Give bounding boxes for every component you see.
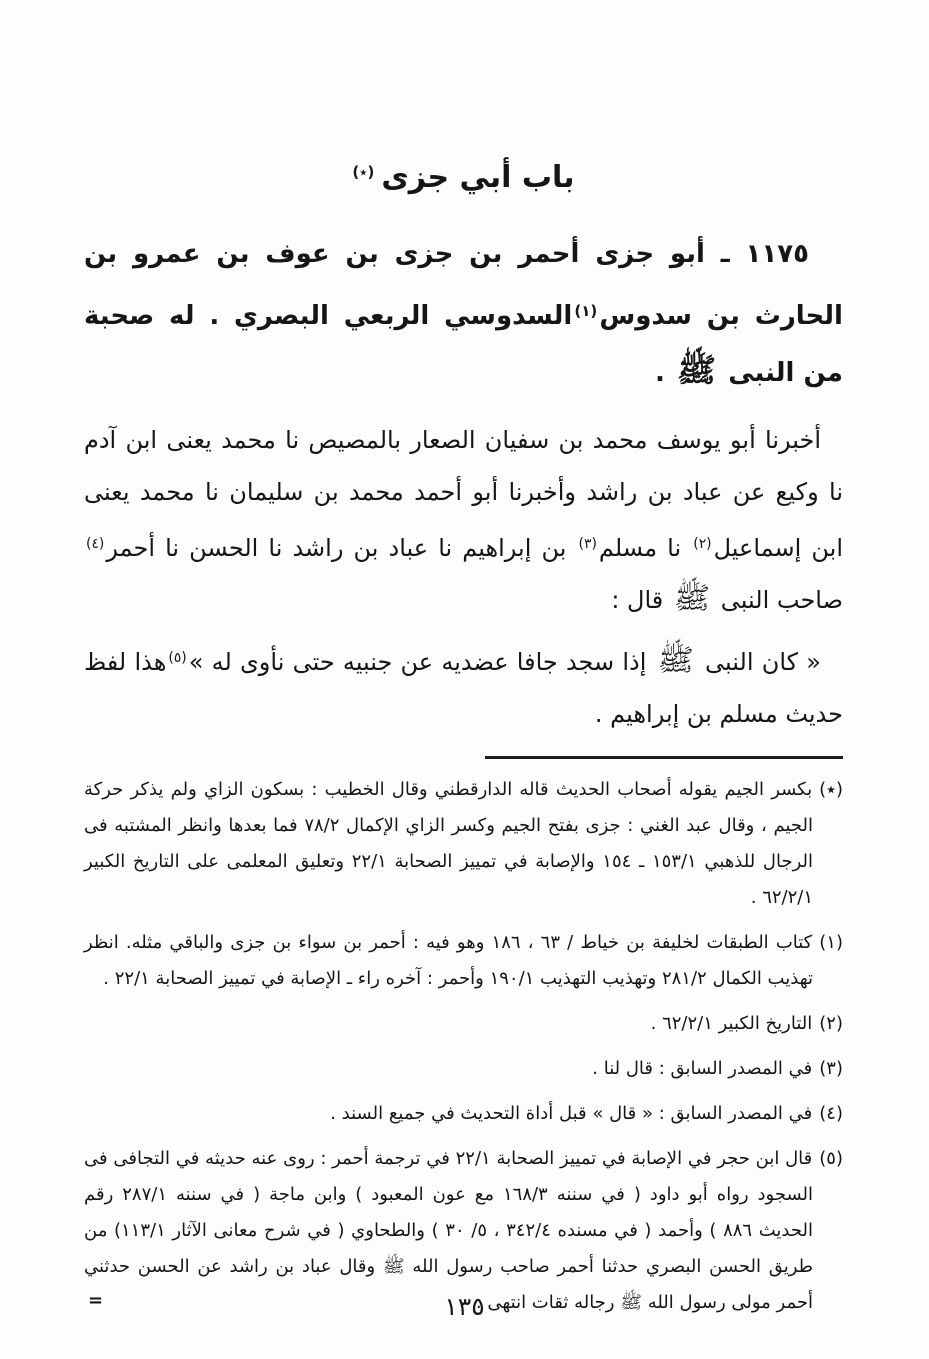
prophet-honorific: ﷺ (657, 643, 694, 678)
footnote-item-4 (84, 1096, 843, 1132)
prophet-honorific: ﷺ (676, 351, 717, 389)
hadith-closing: هذا لفظ حديث مسلم بن إبراهيم . (84, 648, 843, 728)
prophet-honorific: ﷺ (673, 581, 711, 616)
footnote-marker: (٣) (819, 1058, 843, 1079)
chapter-title-text: باب أبي جزى (381, 160, 575, 195)
footnote-marker: (٭) (819, 779, 843, 800)
footnote-text: بكسر الجيم يقوله أصحاب الحديث قاله الدارقطني وقال الخطيب : بسكون الزاي ولم يذكر حركة الجيم ، وقال عبد الغني : جزى بفتح الجيم وكسر الزاي الإكمال ٧٨/٢ فما بعدها وانظر المشتبه فى الرجال للذهبي ١٥٣/١ ـ ١٥٤ والإصابة في تمييز الصحابة ٢٢/١ وتعليق المعلمى على التاريخ الكبير ٦٢/٢/١ . (84, 779, 813, 908)
footnote-text: قال ابن حجر في الإصابة في تمييز الصحابة ٢٢/١ في ترجمة أحمر : روى عنه حديثه في التجافى فى السجود رواه أبو داود ( في سننه ١٦٨/٣ مع عون المعبود ) وابن ماجة ( في سننه ٢٨٧/١ رقم الحديث ٨٨٦ ) وأحمد ( في مسنده ٣٤٢/٤ ، ٥/ ٣٠ ) والطحاوي ( في شرح معانى الآثار ١١٣/١) من طريق الحسن البصري حدثنا أحمر صاحب رسول الله ﷺ وقال عباد بن راشد عن الحسن حدثني أحمر مولى رسول الله ﷺ رجاله ثقات انتهى . (84, 1148, 814, 1313)
footnote-marker: (٤) (819, 1103, 843, 1124)
isnad-chain-end: قال : (611, 586, 671, 614)
hadith-text-2: إذا سجد جافا عضديه عن جنبيه حتى نأوى له » (188, 648, 655, 676)
footnote-item-star (84, 772, 843, 916)
entry-number-and-name: ١١٧٥ ـ أبو جزى أحمر بن جزى بن عوف بن عمرو بن الحارث بن سدوس (84, 239, 843, 331)
hadith-text-1: « كان النبى (696, 648, 821, 676)
footnote-separator (485, 756, 843, 759)
footnote-ref-5: (٥) (168, 650, 187, 666)
isnad-chain-4: صاحب النبى (713, 586, 843, 614)
footnote-text: التاريخ الكبير ٦٢/٢/١ . (650, 1013, 813, 1034)
footnote-marker: (٥) (819, 1148, 843, 1169)
isnad-chain-3: بن إبراهيم نا عباد بن راشد نا الحسن نا أحمر (106, 534, 577, 562)
footnote-item-1 (84, 925, 843, 997)
entry-heading (84, 226, 843, 402)
isnad-chain-2: نا مسلم (598, 534, 692, 562)
title-footnote-marker: (٭) (352, 163, 375, 181)
footnote-text: في المصدر السابق : « قال » قبل أداة التحديث في جميع السند . (330, 1103, 813, 1124)
footnote-ref-1: (١) (574, 302, 598, 320)
page-number: ١٣٥ (444, 1292, 485, 1321)
footnote-text: في المصدر السابق : قال لنا . (592, 1058, 813, 1079)
footnote-ref-3: (٣) (578, 536, 597, 552)
footnote-marker: (١) (819, 932, 843, 953)
entry-nisba: السدوسي الربعي البصري . له صحبة من النبى (84, 301, 843, 388)
isnad-chain-1: أخبرنا أبو يوسف محمد بن سفيان الصعار بالمصيص نا محمد يعنى ابن آدم نا وكيع عن عباد بن راشد وأخبرنا أبو أحمد محمد بن سليمان نا محمد يعنى ابن إسماعيل (84, 426, 844, 562)
footnote-item-3 (84, 1051, 843, 1087)
isnad-paragraph (84, 414, 843, 626)
footnote-item-2 (84, 1006, 843, 1042)
footnote-marker: (٢) (819, 1013, 843, 1034)
entry-heading-end: . (654, 358, 674, 388)
continuation-sign: = (88, 1290, 104, 1311)
footnotes-section (84, 772, 843, 1321)
footnote-text: كتاب الطبقات لخليفة بن خياط / ٦٣ ، ١٨٦ وهو فيه : أحمر بن سواء بن جزى والباقي مثله. انظر تهذيب الكمال ٢٨١/٢ وتهذيب التهذيب ١٩٠/١ وأحمر : آخره راء ـ الإصابة في تمييز الصحابة ٢٢/١ . (84, 932, 813, 989)
footnote-ref-4: (٤) (86, 536, 105, 552)
chapter-title (84, 150, 843, 200)
footnote-ref-2: (٢) (693, 536, 712, 552)
hadith-paragraph (84, 632, 843, 740)
